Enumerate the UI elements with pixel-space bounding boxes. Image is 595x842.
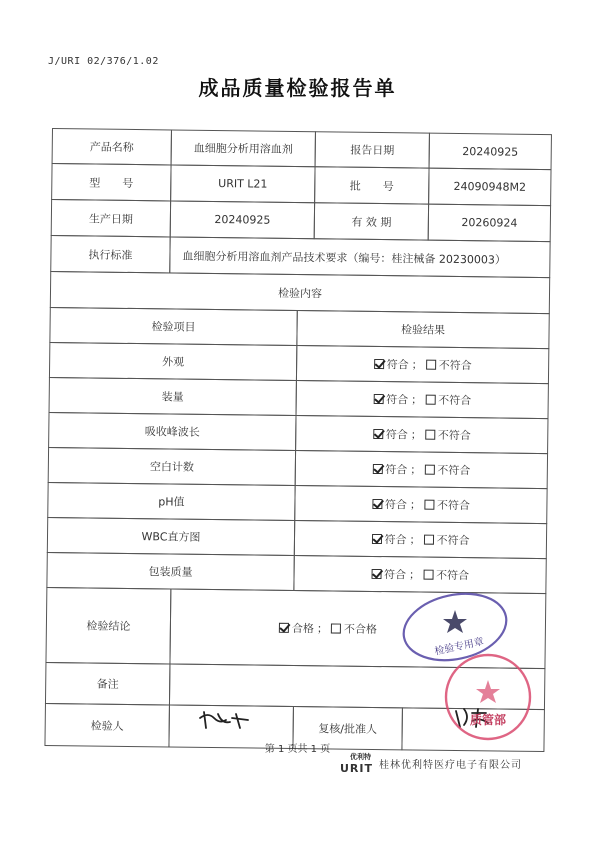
fail-label: 不符合: [438, 358, 472, 373]
company-name: 桂林优利特医疗电子有限公司: [379, 760, 522, 771]
checkbox-checked-icon: [373, 394, 383, 404]
value-batch: 24090948M2: [428, 168, 551, 206]
checkbox-empty-icon: [423, 570, 433, 580]
company-footer: [340, 752, 522, 775]
checkbox-checked-icon: [374, 359, 384, 369]
header-result: 检验结果: [296, 310, 549, 349]
label-batch: 批 号: [314, 166, 429, 204]
pass-label: 符合: [384, 533, 407, 547]
checkbox-empty-icon: [424, 500, 434, 510]
checkbox-empty-icon: [426, 360, 436, 370]
value-standard: 血细胞分析用溶血剂产品技术要求（编号：桂注械备 20230003）: [169, 236, 550, 278]
value-report-date: 20240925: [429, 133, 552, 171]
checkbox-checked-icon: [372, 499, 382, 509]
item-result: 符合 ； 不符合: [293, 555, 546, 594]
label-approver: 复核/批准人: [292, 706, 403, 750]
pass-label: 符合: [383, 568, 407, 582]
checkbox-checked-icon: [279, 623, 289, 633]
page-number: 第 1 页共 1 页: [264, 744, 331, 755]
label-product-name: 产品名称: [52, 128, 172, 165]
pass-label: 符合: [386, 393, 409, 407]
item-name: 空白计数: [48, 447, 296, 486]
label-report-date: 报告日期: [315, 131, 430, 168]
item-result: 符合 ； 不符合: [296, 345, 549, 384]
svg-text:检验专用章: 检验专用章: [433, 636, 485, 658]
svg-text:质管部: 质管部: [469, 713, 507, 727]
fail-label: 不符合: [435, 568, 470, 583]
item-result: 符合 ； 不符合: [295, 415, 548, 454]
label-production-date: 生产日期: [51, 199, 171, 237]
value-model: URIT L21: [170, 164, 315, 203]
fail-label: 不符合: [437, 428, 471, 443]
checkbox-empty-icon: [425, 430, 435, 440]
fail-label: 不符合: [438, 393, 472, 408]
item-name: 装量: [49, 377, 297, 416]
company-logo: 优利特 URIT: [340, 753, 373, 775]
checkbox-empty-icon: [423, 535, 433, 545]
value-expiry: 20260924: [428, 204, 551, 242]
fail-label: 不符合: [436, 533, 470, 548]
checkbox-checked-icon: [373, 429, 383, 439]
item-result: 符合 ； 不符合: [294, 520, 547, 559]
item-name: 包装质量: [46, 552, 294, 591]
checkbox-empty-icon: [424, 465, 434, 475]
label-remarks: 备注: [45, 662, 171, 706]
pass-label: 符合: [385, 428, 408, 442]
label-standard: 执行标准: [50, 235, 170, 273]
label-expiry: 有 效 期: [314, 202, 429, 240]
fail-label: 不符合: [437, 463, 471, 478]
checkbox-empty-icon: [425, 395, 435, 405]
item-result: 符合 ； 不符合: [295, 450, 548, 489]
item-result: 符合 ； 不符合: [294, 485, 547, 524]
item-name: 外观: [49, 342, 297, 381]
label-conclusion: 检验结论: [45, 587, 171, 665]
value-product-name: 血细胞分析用溶血剂: [171, 129, 316, 167]
fail-label: 不合格: [343, 622, 377, 637]
document-code: J/URI 02/376/1.02: [48, 56, 159, 67]
checkbox-checked-icon: [371, 569, 381, 579]
checkbox-checked-icon: [371, 534, 381, 544]
item-name: pH值: [47, 482, 295, 521]
pass-label: 符合: [384, 498, 408, 512]
report-title: 成品质量检验报告单: [198, 76, 397, 100]
section-title: 检验内容: [50, 271, 550, 314]
pass-label: 合格: [291, 621, 314, 636]
label-inspector: 检验人: [44, 703, 170, 748]
pass-label: 符合: [386, 358, 409, 372]
item-result: 符合 ； 不符合: [295, 380, 548, 419]
item-name: WBC直方图: [47, 517, 295, 556]
conclusion-result: 合格 ； 不合格: [169, 588, 546, 669]
label-model: 型 号: [51, 163, 171, 201]
checkbox-empty-icon: [331, 623, 341, 633]
value-production-date: 20240925: [170, 200, 315, 239]
fail-label: 不符合: [436, 498, 470, 513]
checkbox-checked-icon: [372, 464, 382, 474]
header-item: 检验项目: [49, 307, 297, 346]
quality-department-stamp: [428, 652, 548, 746]
inspector-handwriting: [196, 708, 256, 736]
pass-label: 符合: [385, 463, 408, 477]
item-name: 吸收峰波长: [48, 412, 296, 451]
